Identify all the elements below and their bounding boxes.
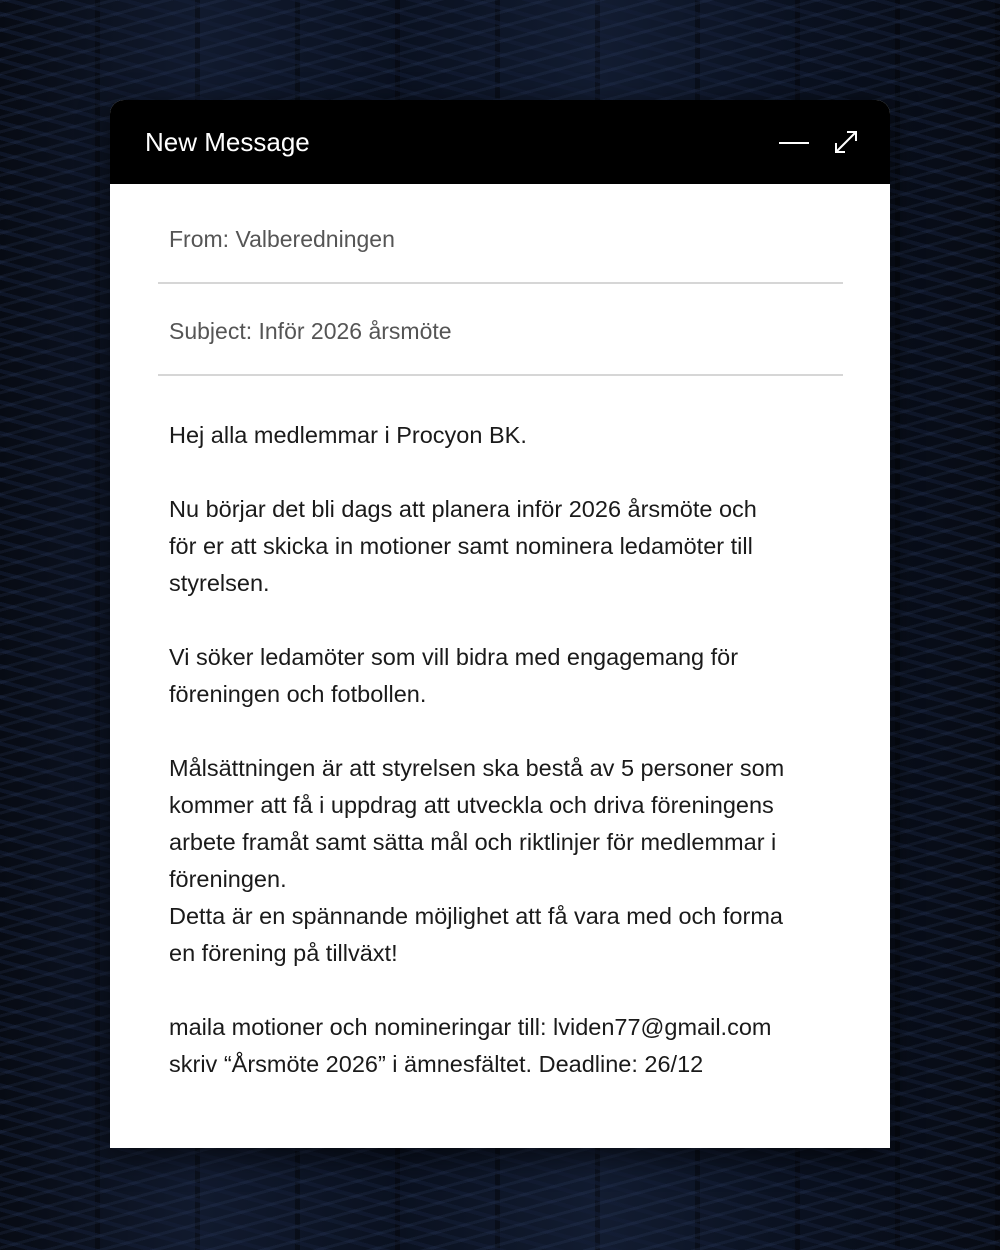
- minimize-icon: [779, 142, 809, 144]
- body-line: Vi söker ledamöter som vill bidra med engagemang för: [169, 644, 739, 670]
- deadline-line: skriv “Årsmöte 2026” i ämnesfältet. Deadline: 26/12: [169, 1051, 704, 1077]
- greeting-paragraph: [169, 417, 849, 454]
- body-line: kommer att få i uppdrag att utveckla och driva föreningens: [169, 792, 774, 818]
- body-paragraph-5: [169, 1009, 849, 1083]
- body-line: Hej alla medlemmar i Procyon BK.: [169, 422, 527, 448]
- message-body[interactable]: [169, 417, 849, 1083]
- body-line: föreningen och fotbollen.: [169, 681, 427, 707]
- compose-window: [110, 100, 890, 1148]
- window-title: New Message: [145, 127, 310, 157]
- body-paragraph-2: [169, 639, 849, 713]
- body-line: arbete framåt samt sätta mål och riktlinjer för medlemmar i: [169, 829, 777, 855]
- body-line: en förening på tillväxt!: [169, 940, 398, 966]
- subject-field[interactable]: [158, 284, 843, 376]
- body-paragraph-4: [169, 898, 849, 972]
- body-line: styrelsen.: [169, 570, 270, 596]
- subject-text: Subject: Inför 2026 årsmöte: [169, 318, 452, 344]
- from-text: From: Valberedningen: [169, 226, 395, 252]
- body-line: för er att skicka in motioner samt nominera ledamöter till: [169, 533, 753, 559]
- title-bar: [110, 100, 890, 184]
- body-line: Nu börjar det bli dags att planera inför 2026 årsmöte och: [169, 496, 757, 522]
- body-line: Målsättningen är att styrelsen ska bestå av 5 personer som: [169, 755, 785, 781]
- body-line: föreningen.: [169, 866, 287, 892]
- from-field[interactable]: [158, 192, 843, 284]
- body-paragraph-3: [169, 750, 849, 898]
- expand-button[interactable]: [830, 126, 862, 158]
- body-line: Detta är en spännande möjlighet att få vara med och forma: [169, 903, 783, 929]
- expand-icon: [830, 126, 862, 158]
- body-paragraph-1: [169, 491, 849, 602]
- minimize-button[interactable]: [774, 124, 814, 160]
- contact-line: maila motioner och nomineringar till: lviden77@gmail.com: [169, 1014, 772, 1040]
